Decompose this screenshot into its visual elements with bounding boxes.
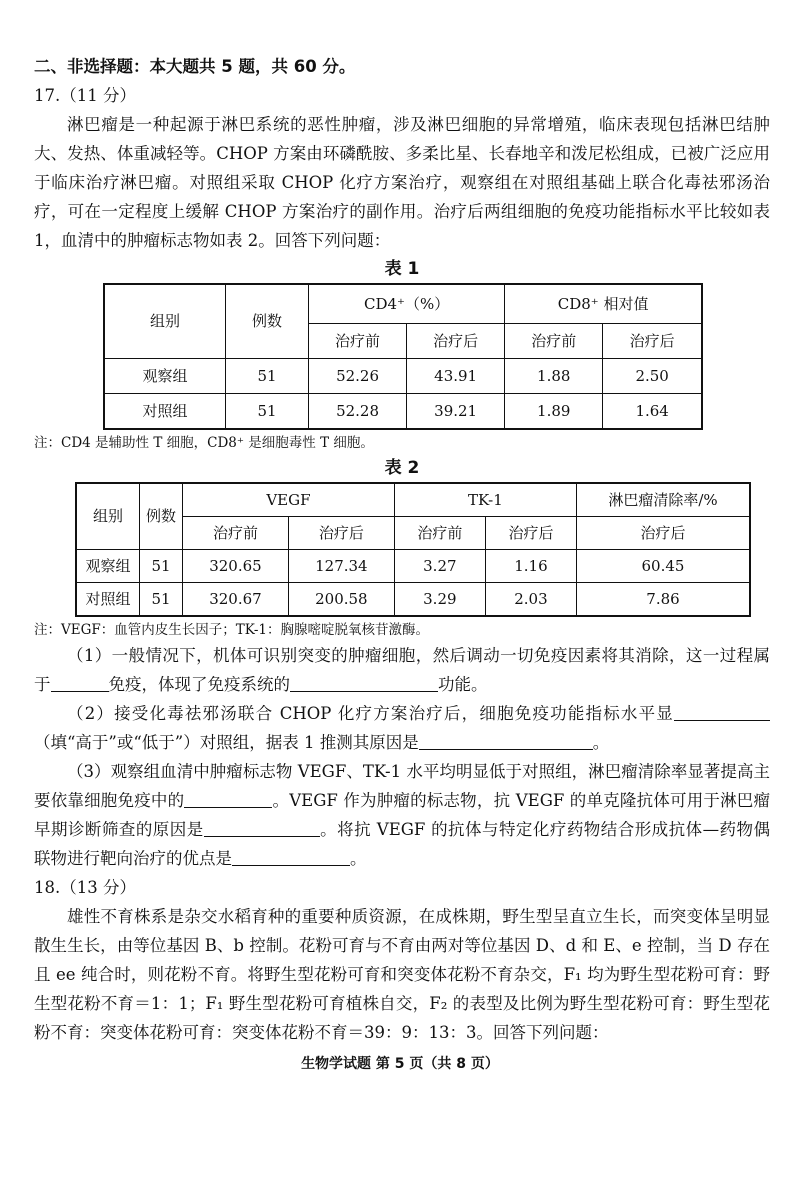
q17-number: 17.（11 分）: [34, 86, 136, 105]
q18-number: 18.（13 分）: [34, 878, 136, 897]
q17-sub1: （1）一般情况下，机体可识别突变的肿瘤细胞，然后调动一切免疫因素将其消除，这一过程属于 免疫，体现了免疫系统的 功能。: [34, 646, 770, 694]
q17-sub2: （2）接受化毒祛邪汤联合 CHOP 化疗方案治疗后，细胞免疫功能指标水平显（填“高于”或“低于”）对照组，据表 1 推测其原因是 。: [34, 699, 770, 757]
q17-sub3: （3）观察组血清中肿瘤标志物 VEGF、TK-1 水平均明显低于对照组，淋巴瘤清除率显著提高主要依靠细胞免疫中的 。VEGF 作为肿瘤的标志物，抗 VEGF 的单克隆抗体可用于淋巴瘤早期诊断筛查的原因是 。将抗 VEGF 的抗体与特定化疗药物结合形成抗体—药物偶联物进行靶向治疗的优点是 。: [34, 762, 771, 868]
table2-vegf-after: 治疗后: [288, 517, 394, 550]
table1-cd8-before: 治疗前: [505, 324, 603, 359]
table2-note: 注：VEGF：血管内皮生长因子；TK-1：胸腺嘧啶脱氧核苷激酶。: [34, 622, 430, 638]
table1-cd8-after: 治疗后: [603, 324, 702, 359]
answer-blank[interactable]: [674, 702, 770, 721]
table1-header-cd4: CD4⁺（%）: [309, 284, 505, 324]
table1-header-cases: 例数: [226, 284, 309, 359]
answer-blank[interactable]: [290, 673, 438, 692]
table2-header-group: 组别: [76, 483, 140, 550]
table1-header-group: 组别: [104, 284, 226, 359]
exam-page: [34, 52, 770, 1047]
table2-title: 表 2: [384, 458, 420, 478]
table1-cd4-before: 治疗前: [309, 324, 407, 359]
table1-note: 注：CD4 是辅助性 T 细胞，CD8⁺ 是细胞毒性 T 细胞。: [34, 435, 374, 451]
table1-cd4-after: 治疗后: [407, 324, 505, 359]
answer-blank[interactable]: [232, 847, 350, 866]
q18-text: 雄性不育株系是杂交水稻育种的重要种质资源，在成株期，野生型呈直立生长，而突变体呈明显散生生长，由等位基因 B、b 控制。花粉可育与不育由两对等位基因 D、d 和 E、e 控制，当 D 存在且 ee 纯合时，则花粉不育。将野生型花粉可育和突变体花粉不育杂交，F₁ 均为野生型花粉可育：野生型花粉不育＝1：1；F₁ 野生型花粉可育植株自交，F₂ 的表型及比例为野生型花粉可育：野生型花粉不育：突变体花粉可育：突变体花粉不育＝39：9：13：3。回答下列问题：: [34, 907, 770, 1042]
page-footer: 生物学试题 第 5 页（共 8 页）: [301, 1056, 499, 1072]
answer-blank[interactable]: [184, 789, 272, 808]
answer-blank[interactable]: [419, 731, 593, 750]
q17-intro: 淋巴瘤是一种起源于淋巴系统的恶性肿瘤，涉及淋巴细胞的异常增殖，临床表现包括淋巴结肿大、发热、体重减轻等。CHOP 方案由环磷酰胺、多柔比星、长春地辛和泼尼松组成，已被广泛应用于临床治疗淋巴瘤。对照组采取 CHOP 化疗方案治疗，观察组在对照组基础上联合化毒祛邪汤治疗，可在一定程度上缓解 CHOP 方案治疗的副作用。治疗后两组细胞的免疫功能指标水平比较如表 1，血清中的肿瘤标志物如表 2。回答下列问题：: [34, 115, 770, 250]
table2-tk-after: 治疗后: [485, 517, 576, 550]
section-title: 二、非选择题：本大题共 5 题，共 60 分。: [34, 57, 356, 76]
table2-tk-before: 治疗前: [394, 517, 485, 550]
table-row: 对照组 51 320.67 200.58 3.29 2.03 7.86: [76, 583, 750, 617]
table1-header-cd8: CD8⁺ 相对值: [505, 284, 702, 324]
table2-clear-after: 治疗后: [577, 517, 751, 550]
table2: [75, 482, 751, 617]
table1: [103, 283, 703, 430]
answer-blank[interactable]: [204, 818, 320, 837]
table2-vegf-before: 治疗前: [183, 517, 289, 550]
table2-header-clear: 淋巴瘤清除率/%: [577, 483, 751, 517]
table-row: 观察组 51 52.26 43.91 1.88 2.50: [104, 359, 702, 394]
table-row: 观察组 51 320.65 127.34 3.27 1.16 60.45: [76, 550, 750, 583]
answer-blank[interactable]: [51, 673, 109, 692]
table2-header-cases: 例数: [140, 483, 183, 550]
table2-header-vegf: VEGF: [183, 483, 395, 517]
table1-title: 表 1: [384, 259, 420, 279]
table-row: 对照组 51 52.28 39.21 1.89 1.64: [104, 394, 702, 430]
table2-header-tk1: TK-1: [394, 483, 576, 517]
